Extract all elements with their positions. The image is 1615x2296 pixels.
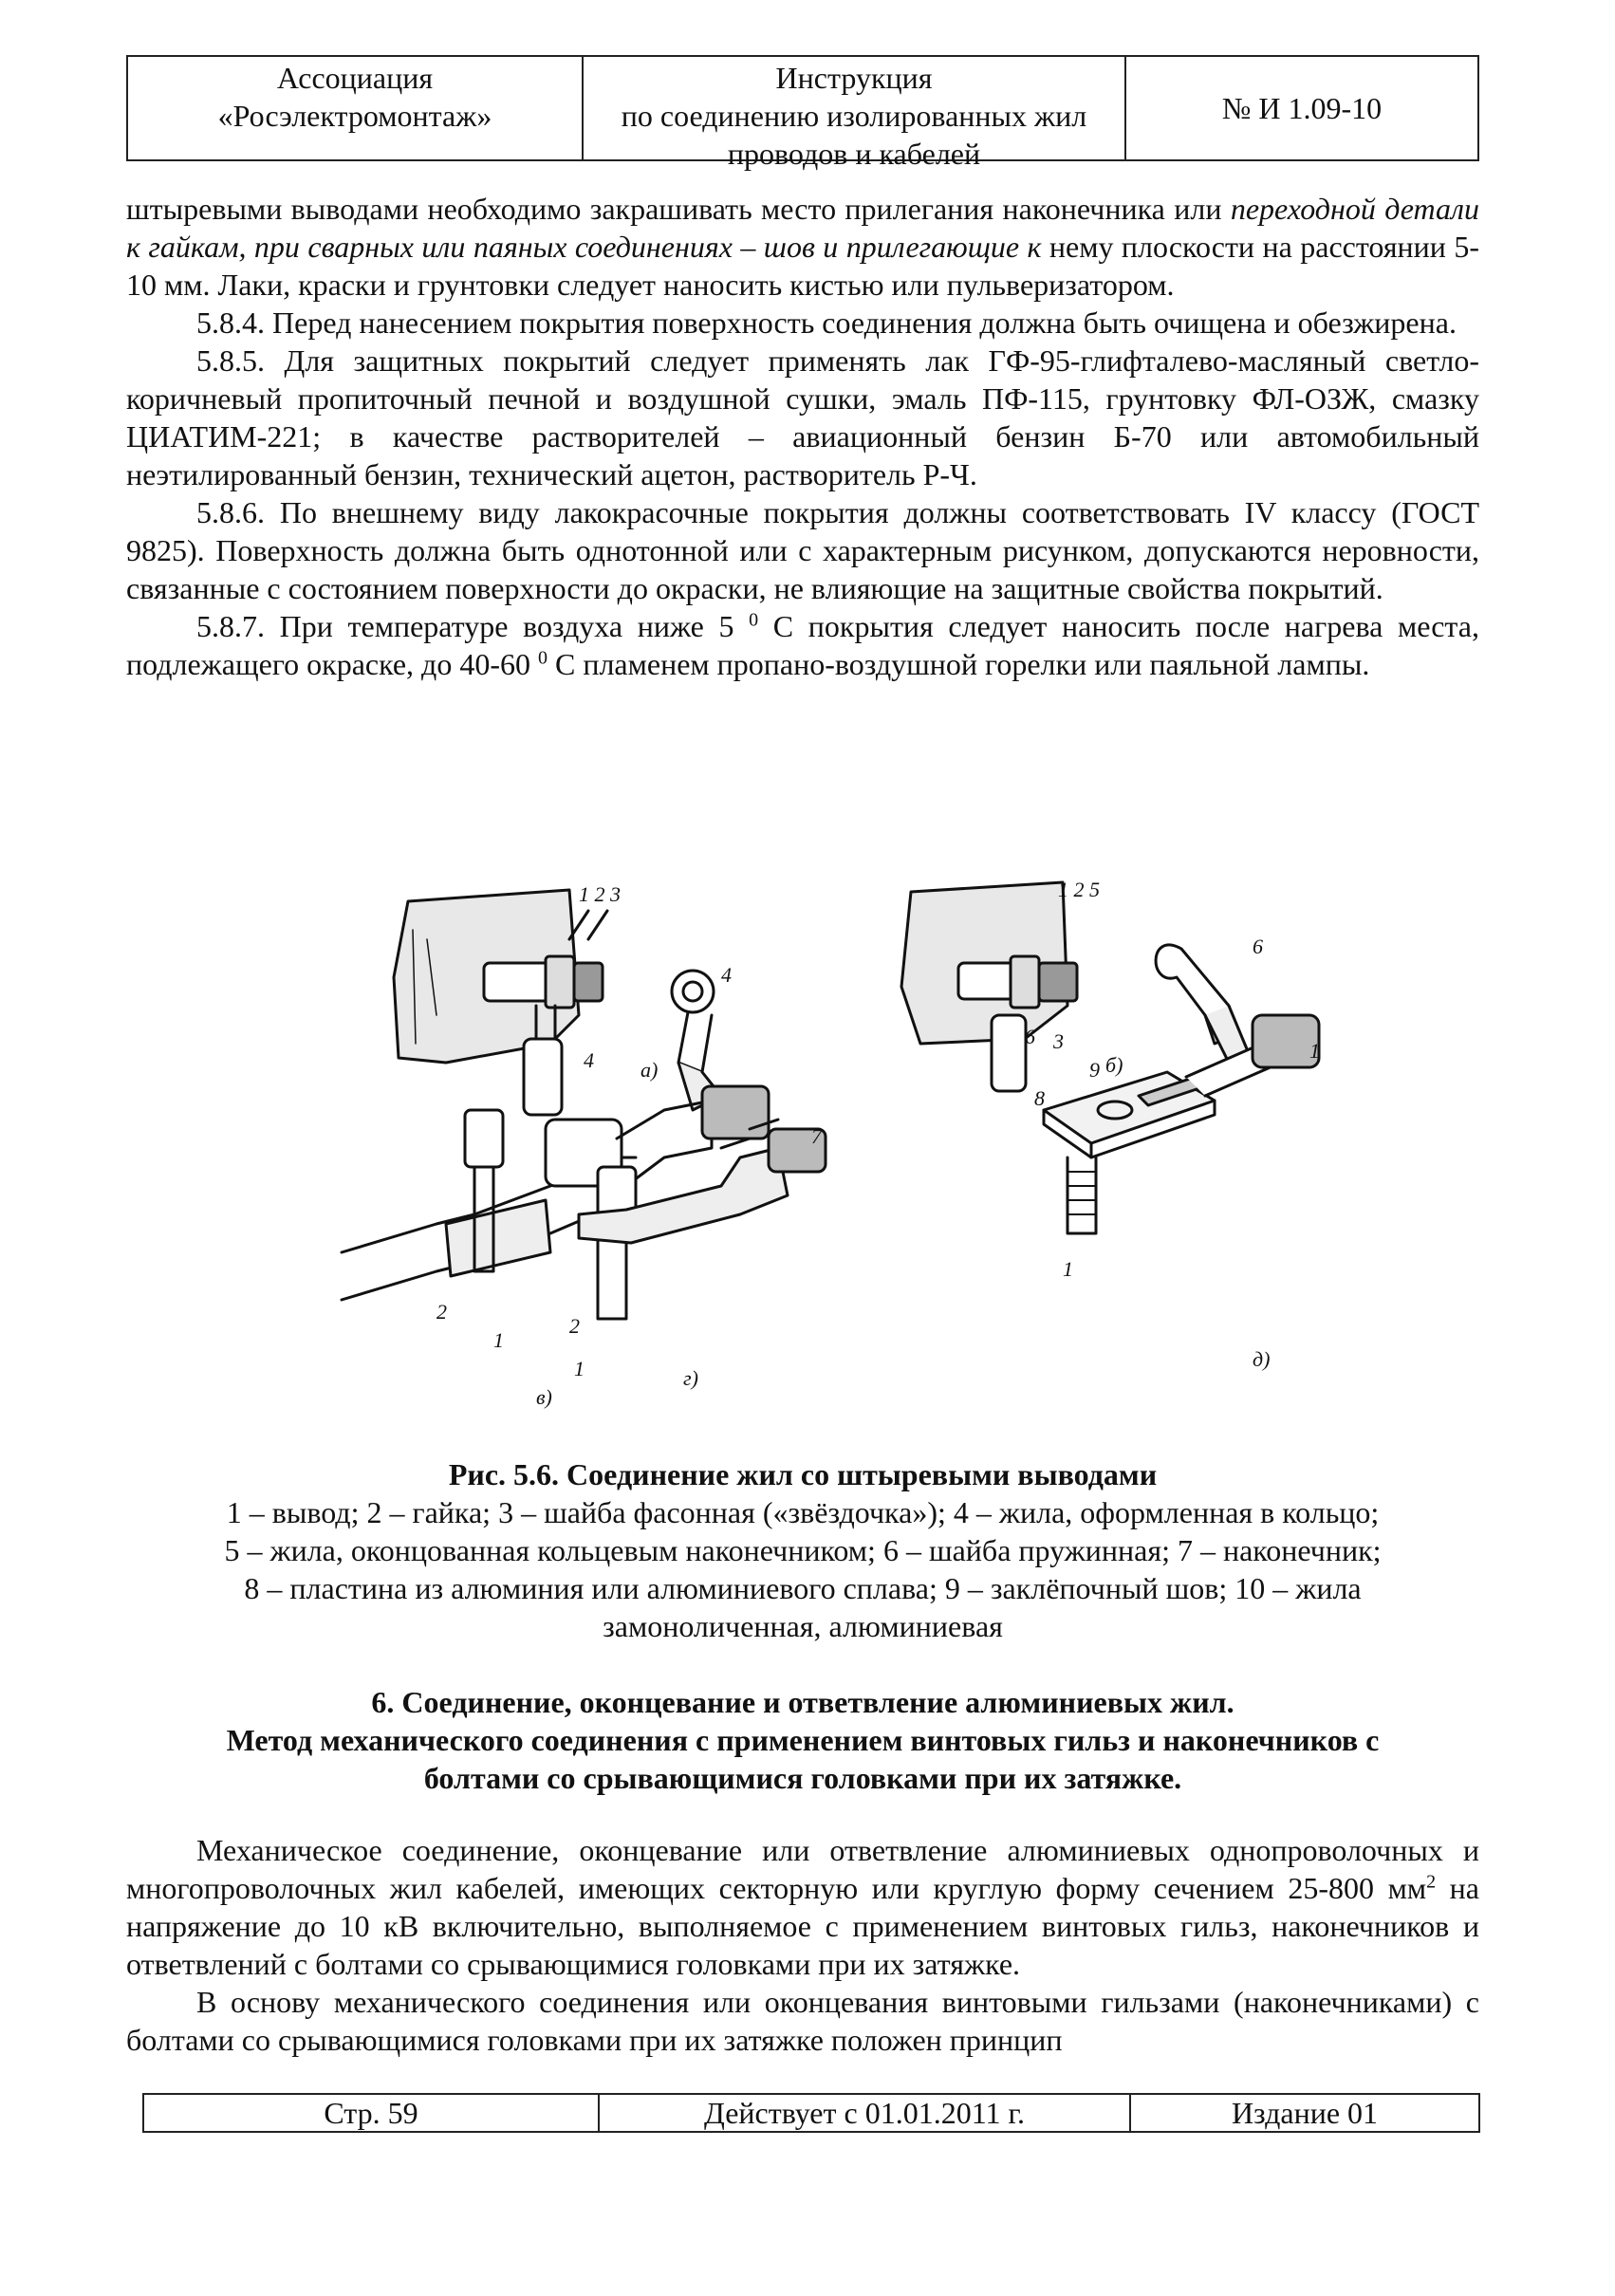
section-paragraph-2: В основу механического соединения или оконцевания винтовыми гильзами (наконечниками) с болтами со срывающимися головками при их затяжке положен принцип bbox=[126, 1985, 1479, 2057]
label-1g: 1 bbox=[574, 1357, 585, 1380]
text-run: на напряжение до 10 кВ включительно, выполняемое с применением винтовых гильз, наконечников и ответвлений с болтами со срывающимися головками при их затяжке. bbox=[126, 1871, 1480, 1981]
section-paragraph-1 bbox=[126, 1831, 1479, 1983]
text-run: Механическое соединение, оконцевание или ответвление алюминиевых однопроволочных и многопроволочных жил кабелей, имеющих секторную или круглую форму сечением 25-800 мм bbox=[126, 1833, 1479, 1905]
text-run-italic: переходной детали к гайкам, при сварных или паяных соединениях – шов и прилегающие к bbox=[126, 192, 1480, 264]
label-1d: 1 bbox=[1309, 1039, 1320, 1063]
text-run: 5.8.7. При температуре воздуха ниже 5 bbox=[196, 609, 750, 643]
footer-valid-date: Действует с 01.01.2011 г. bbox=[600, 2095, 1131, 2131]
paragraph-5-8-7 bbox=[126, 607, 1479, 683]
label-a-numbers: 1 2 3 bbox=[579, 882, 621, 906]
caption-line-2: 5 – жила, оконцованная кольцевым наконечником; 6 – шайба пружинная; 7 – наконечник; bbox=[224, 1533, 1382, 1567]
figure-drawing bbox=[304, 873, 1328, 1423]
label-2g: 2 bbox=[569, 1314, 580, 1338]
label-b-numbers: 1 2 5 bbox=[1058, 878, 1100, 901]
header-doc-line3: проводов и кабелей bbox=[727, 137, 981, 171]
footer-table bbox=[142, 2093, 1480, 2133]
figure-5-6 bbox=[304, 873, 1328, 1423]
header-table bbox=[126, 55, 1479, 171]
header-org-line2: «Росэлектромонтаж» bbox=[217, 99, 492, 133]
paragraph-5-8-5: 5.8.5. Для защитных покрытий следует применять лак ГФ-95-глифталево-масляный светло-коричневый пропиточный печной и воздушной сушки, эмаль ПФ-115, грунтовку ФЛ-ОЗЖ, смазку ЦИАТИМ-221; в качестве растворителей – авиационный бензин Б-70 или автомобильный неэтилированный бензин, технический ацетон, растворитель Р-Ч. bbox=[126, 343, 1479, 491]
label-4: 4 bbox=[721, 963, 732, 987]
paragraph-continued bbox=[126, 190, 1479, 304]
header-doc-cell bbox=[584, 57, 1126, 171]
header-doc-line1: Инструкция bbox=[775, 61, 933, 95]
text-run: нему плоскости на расстоянии 5-10 мм. Лаки, краски и грунтовки следует наносить кистью или пульверизатором. bbox=[126, 230, 1479, 302]
label-1d-bottom: 1 bbox=[1063, 1257, 1073, 1281]
caption-line-3: 8 – пластина из алюминия или алюминиевого сплава; 9 – заклёпочный шов; 10 – жила bbox=[244, 1571, 1362, 1605]
label-9: 9 bbox=[1089, 1058, 1100, 1082]
label-1: 1 bbox=[493, 1328, 504, 1352]
header-doc-line2: по соединению изолированных жил bbox=[621, 99, 1087, 133]
superscript: 0 bbox=[537, 647, 548, 669]
footer-page: Стр. 59 bbox=[144, 2095, 600, 2131]
text-run: С покрытия следует наносить после нагрева места, подлежащего окраске, до 40-60 bbox=[126, 609, 1479, 681]
section-title-line-1: 6. Соединение, оконцевание и ответвление алюминиевых жил. bbox=[371, 1685, 1234, 1719]
label-v: в) bbox=[536, 1385, 552, 1409]
drawing-d bbox=[1044, 1015, 1319, 1233]
label-a: а) bbox=[640, 1058, 659, 1082]
footer-edition: Издание 01 bbox=[1231, 2096, 1379, 2130]
caption-line-1: 1 – вывод; 2 – гайка; 3 – шайба фасонная («звёздочка»); 4 – жила, оформленная в кольцо; bbox=[226, 1495, 1380, 1529]
section-6-body bbox=[126, 1831, 1479, 2059]
label-8: 8 bbox=[1034, 1086, 1045, 1110]
superscript: 2 bbox=[1426, 1871, 1437, 1893]
superscript: 0 bbox=[749, 609, 759, 631]
header-number-cell bbox=[1126, 57, 1477, 159]
label-g: г) bbox=[683, 1366, 698, 1390]
label-7: 7 bbox=[811, 1124, 822, 1148]
label-3: 3 bbox=[1053, 1029, 1064, 1053]
label-d: д) bbox=[1253, 1347, 1271, 1371]
body-text-top bbox=[126, 190, 1479, 683]
text-run: штыревыми выводами необходимо закрашивать место прилегания наконечника или bbox=[126, 192, 1231, 226]
label-2: 2 bbox=[436, 1300, 447, 1324]
text-run: С пламенем пропано-воздушной горелки или паяльной лампы. bbox=[547, 647, 1370, 681]
header-org-cell bbox=[128, 57, 584, 159]
caption-title: Рис. 5.6. Соединение жил со штыревыми выводами bbox=[448, 1457, 1158, 1491]
label-b: б) bbox=[1105, 1053, 1123, 1077]
figure-caption bbox=[126, 1455, 1479, 1645]
label-6: 6 bbox=[1253, 935, 1263, 958]
header-doc-number: № И 1.09-10 bbox=[1221, 91, 1383, 125]
caption-line-4: замоноличенная, алюминиевая bbox=[603, 1609, 1003, 1643]
header-org-line1: Ассоциация bbox=[276, 61, 434, 95]
label-4b: 4 bbox=[584, 1048, 594, 1072]
paragraph-5-8-6: 5.8.6. По внешнему виду лакокрасочные покрытия должны соответствовать IV классу (ГОСТ 9825). Поверхность должна быть однотонной или с характерным рисунком, допускаются неровности, связанные с состоянием поверхности до окраски, не влияющие на защитные свойства покрытий. bbox=[126, 495, 1479, 605]
paragraph-5-8-4: 5.8.4. Перед нанесением покрытия поверхность соединения должна быть очищена и обезжирена. bbox=[196, 306, 1457, 340]
drawing-a bbox=[394, 890, 721, 1115]
section-title-line-2: Метод механического соединения с применением винтовых гильз и наконечников с bbox=[226, 1723, 1380, 1757]
section-title-line-3: болтами со срывающимися головками при их затяжке. bbox=[423, 1761, 1182, 1795]
drawing-b bbox=[901, 882, 1253, 1091]
label-6b: 6 bbox=[1025, 1025, 1035, 1048]
section-6-title bbox=[126, 1683, 1479, 1797]
